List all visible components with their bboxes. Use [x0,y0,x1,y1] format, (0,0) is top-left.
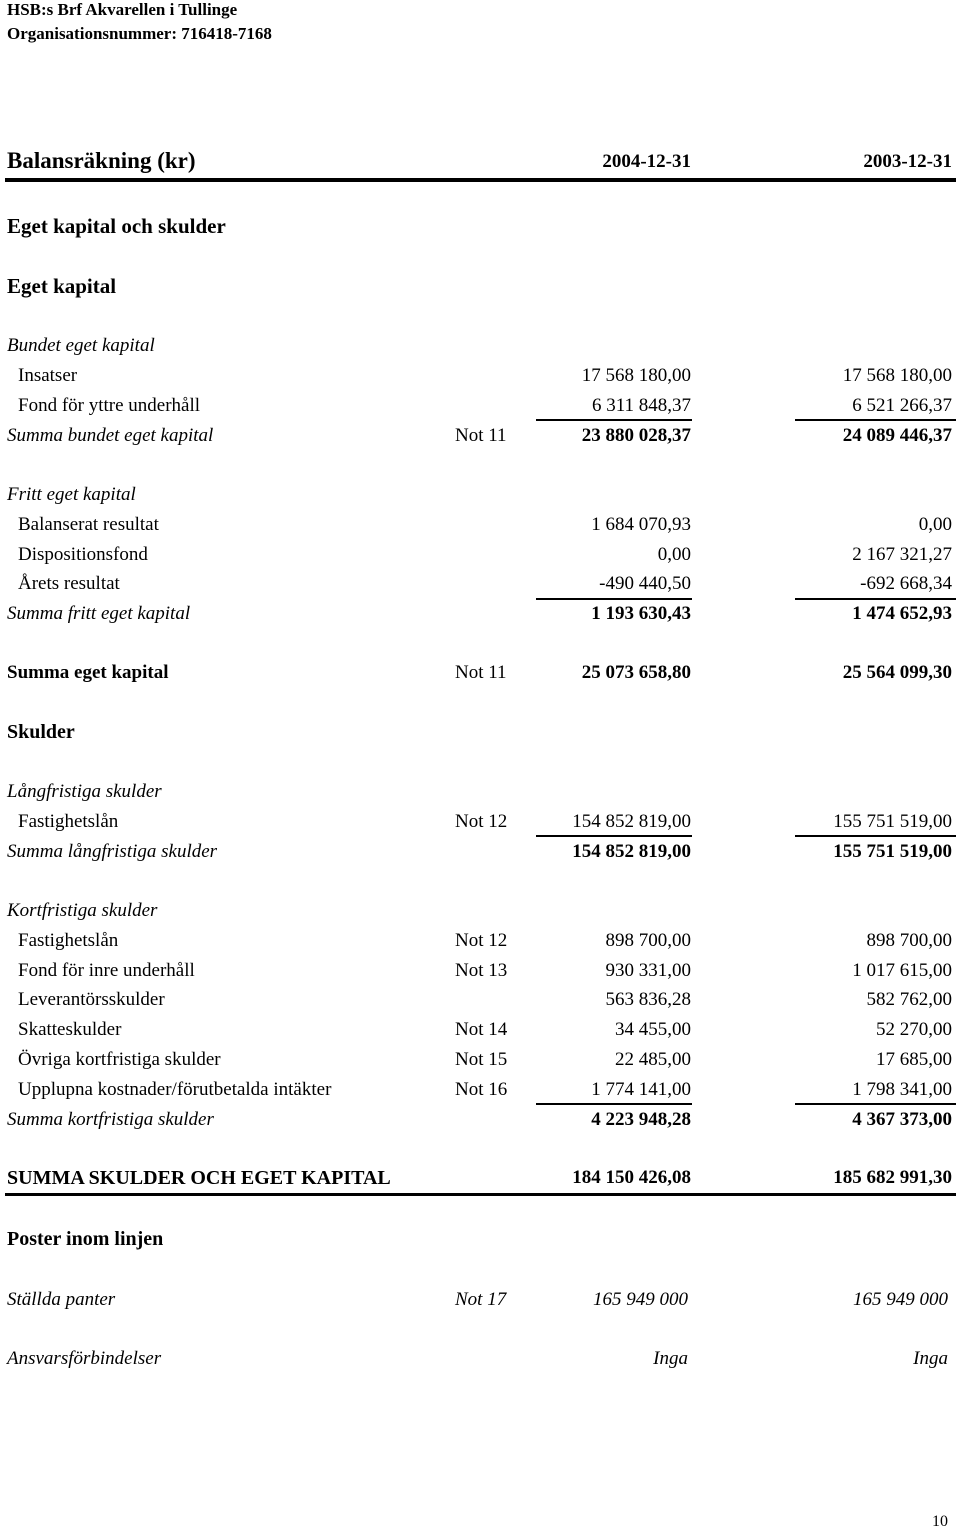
row-value-2004: -490 440,50 [599,573,691,594]
sum-line [536,419,692,421]
row-value-2003: 4 367 373,00 [852,1109,952,1130]
row-value-2003: 582 762,00 [866,989,952,1010]
row-label: Fastighetslån [18,930,119,951]
page-number: 10 [932,1513,948,1530]
row-label: Summa fritt eget kapital [7,603,191,624]
row-label: Fastighetslån [18,811,119,832]
organization-name: HSB:s Brf Akvarellen i Tullinge [7,0,238,19]
sum-line [536,1103,692,1105]
row-label: Leverantörsskulder [18,989,165,1010]
row-note: Not 11 [455,662,507,683]
row-value-2004: 1 684 070,93 [591,514,691,535]
grand-total-2004: 184 150 426,08 [572,1167,691,1188]
row-label: Övriga kortfristiga skulder [18,1049,221,1070]
section-heading: Poster inom linjen [7,1228,164,1250]
row-value-2003: 155 751 519,00 [833,841,952,862]
sum-line [536,598,692,600]
grand-total-label: SUMMA SKULDER OCH EGET KAPITAL [7,1167,391,1189]
total-underline [5,1193,956,1196]
row-value-2003: 1 017 615,00 [852,960,952,981]
row-value-2003: Inga [913,1348,948,1369]
row-label: Ansvarsförbindelser [7,1348,162,1369]
row-value-2004: 4 223 948,28 [591,1109,691,1130]
row-value-2003: 17 568 180,00 [842,365,952,386]
subsection-heading: Långfristiga skulder [7,781,162,802]
sum-line [795,835,956,837]
row-label: Dispositionsfond [18,544,148,565]
row-value-2003: 165 949 000 [853,1289,948,1310]
row-value-2004: 34 455,00 [615,1019,691,1040]
subsection-heading: Fritt eget kapital [7,484,136,505]
column-header-2003: 2003-12-31 [863,151,952,172]
row-value-2003: 25 564 099,30 [842,662,952,683]
title-underline [5,178,956,182]
row-value-2003: 898 700,00 [866,930,952,951]
row-label: Årets resultat [18,573,120,594]
row-label: Summa bundet eget kapital [7,425,214,446]
row-value-2003: 155 751 519,00 [833,811,952,832]
row-note: Not 12 [455,930,508,951]
row-label: Summa kortfristiga skulder [7,1109,214,1130]
row-value-2004: 23 880 028,37 [581,425,691,446]
row-value-2004: 1 774 141,00 [591,1079,691,1100]
sum-line [795,1103,956,1105]
row-value-2003: 24 089 446,37 [842,425,952,446]
row-value-2004: Inga [653,1348,688,1369]
row-note: Not 14 [455,1019,508,1040]
row-value-2003: 1 474 652,93 [852,603,952,624]
row-label: Summa långfristiga skulder [7,841,218,862]
row-note: Not 13 [455,960,508,981]
row-value-2003: 1 798 341,00 [852,1079,952,1100]
row-value-2003: 17 685,00 [876,1049,952,1070]
row-value-2003: -692 668,34 [860,573,952,594]
row-value-2004: 25 073 658,80 [581,662,691,683]
section-heading: Eget kapital [7,274,117,298]
row-label: Ställda panter [7,1289,116,1310]
row-value-2003: 2 167 321,27 [852,544,952,565]
row-value-2003: 0,00 [918,514,952,535]
row-note: Not 17 [455,1289,507,1310]
row-value-2004: 0,00 [657,544,691,565]
row-value-2003: 6 521 266,37 [852,395,952,416]
row-value-2004: 898 700,00 [605,930,691,951]
row-value-2004: 6 311 848,37 [591,395,691,416]
row-value-2004: 165 949 000 [593,1289,688,1310]
sum-line [536,835,692,837]
subsection-heading: Bundet eget kapital [7,335,155,356]
column-header-2004: 2004-12-31 [602,151,691,172]
row-note: Not 16 [455,1079,508,1100]
row-label: Fond för yttre underhåll [18,395,201,416]
row-label: Balanserat resultat [18,514,159,535]
row-note: Not 12 [455,811,508,832]
row-note: Not 15 [455,1049,508,1070]
row-value-2004: 563 836,28 [605,989,691,1010]
row-value-2004: 17 568 180,00 [581,365,691,386]
section-heading: Skulder [7,721,75,743]
row-label: Insatser [18,365,78,386]
row-label: Fond för inre underhåll [18,960,195,981]
organization-number: Organisationsnummer: 716418-7168 [7,24,272,43]
subsection-heading: Kortfristiga skulder [7,900,158,921]
row-value-2004: 1 193 630,43 [591,603,691,624]
row-label: Upplupna kostnader/förutbetalda intäkter [18,1079,332,1100]
row-value-2004: 154 852 819,00 [572,811,691,832]
row-value-2004: 930 331,00 [605,960,691,981]
row-label: Summa eget kapital [7,662,169,683]
section-heading: Eget kapital och skulder [7,214,226,238]
row-value-2004: 154 852 819,00 [572,841,691,862]
grand-total-2003: 185 682 991,30 [833,1167,952,1188]
row-label: Skatteskulder [18,1019,122,1040]
sum-line [795,598,956,600]
page-title: Balansräkning (kr) [7,148,196,173]
row-value-2004: 22 485,00 [615,1049,691,1070]
row-note: Not 11 [455,425,507,446]
sum-line [795,419,956,421]
row-value-2003: 52 270,00 [876,1019,952,1040]
